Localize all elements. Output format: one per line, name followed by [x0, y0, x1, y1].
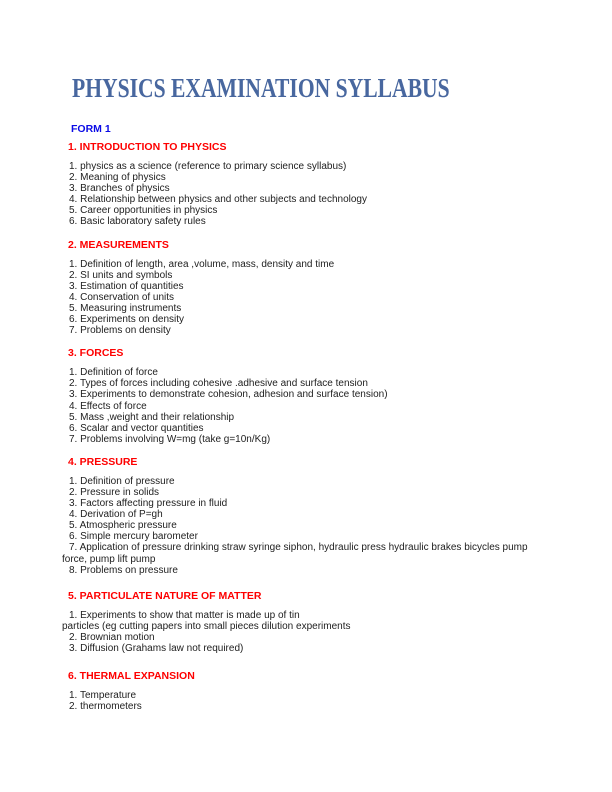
- syllabus-line: 7. Problems involving W=mg (take g=10n/Kg): [69, 433, 271, 445]
- syllabus-line: 5. Measuring instruments: [69, 302, 182, 314]
- syllabus-line: 6. Experiments on density: [69, 314, 185, 326]
- syllabus-section: [62, 348, 543, 445]
- syllabus-line: 6. Simple mercury barometer: [69, 531, 198, 543]
- syllabus-line: 1. Definition of pressure: [69, 475, 175, 487]
- syllabus-line: 1. Experiments to show that matter is made up of tin: [69, 609, 300, 621]
- section-list: [62, 610, 543, 654]
- syllabus-section: [62, 591, 543, 654]
- syllabus-section: [62, 671, 543, 712]
- syllabus-section: [62, 142, 543, 228]
- syllabus-line: 3. Diffusion (Grahams law not required): [69, 643, 244, 654]
- syllabus-line: 8. Problems on pressure: [69, 564, 178, 576]
- section-list: [62, 367, 543, 445]
- section-heading: 1. INTRODUCTION TO PHYSICS: [68, 141, 227, 153]
- syllabus-line: 4. Relationship between physics and other subjects and technology: [69, 194, 367, 206]
- syllabus-line: 2. Pressure in solids: [69, 486, 160, 498]
- section-heading: 6. THERMAL EXPANSION: [68, 670, 195, 683]
- section-heading: 3. FORCES: [68, 347, 124, 360]
- syllabus-line: 2. thermometers: [69, 701, 142, 713]
- syllabus-line: 4. Conservation of units: [69, 291, 175, 303]
- syllabus-line: 5. Career opportunities in physics: [69, 205, 218, 217]
- syllabus-line: 1. physics as a science (reference to primary science syllabus): [69, 161, 347, 172]
- section-heading: 5. PARTICULATE NATURE OF MATTER: [68, 589, 262, 602]
- syllabus-line: 4. Derivation of P=gh: [69, 509, 163, 521]
- syllabus-section: [62, 457, 543, 576]
- syllabus-line: particles (eg cutting papers into small pieces dilution experiments: [62, 620, 351, 632]
- section-list: [62, 259, 543, 337]
- syllabus-line: 6. Basic laboratory safety rules: [69, 216, 206, 228]
- syllabus-sections: [62, 142, 543, 712]
- syllabus-line: 1. Definition of force: [69, 367, 158, 379]
- syllabus-line: 6. Scalar and vector quantities: [69, 422, 204, 434]
- syllabus-line: 1. Definition of length, area ,volume, mass, density and time: [69, 258, 335, 270]
- syllabus-line: 2. SI units and symbols: [69, 269, 173, 281]
- syllabus-line: 3. Factors affecting pressure in fluid: [69, 498, 228, 510]
- syllabus-line: 1. Temperature: [69, 690, 137, 702]
- syllabus-line: 3. Branches of physics: [69, 183, 170, 195]
- syllabus-line: 2. Types of forces including cohesive .adhesive and surface tension: [69, 378, 368, 390]
- section-list: [62, 690, 543, 712]
- syllabus-line: 3. Experiments to demonstrate cohesion, adhesion and surface tension): [69, 389, 388, 401]
- section-heading: 2. MEASUREMENTS: [68, 238, 169, 251]
- syllabus-line: 2. Meaning of physics: [69, 172, 166, 184]
- syllabus-line: 5. Mass ,weight and their relationship: [69, 411, 235, 423]
- form-label: FORM 1: [71, 123, 111, 135]
- document-title: PHYSICS EXAMINATION SYLLABUS: [72, 73, 450, 103]
- syllabus-line: force, pump lift pump: [62, 553, 156, 565]
- section-list: [62, 161, 543, 228]
- syllabus-line: 2. Brownian motion: [69, 631, 155, 643]
- syllabus-line: 7. Application of pressure drinking straw syringe siphon, hydraulic press hydraulic brakes bicycles pump: [69, 542, 528, 554]
- syllabus-line: 4. Effects of force: [69, 400, 147, 412]
- syllabus-line: 3. Estimation of quantities: [69, 280, 184, 292]
- syllabus-line: 7. Problems on density: [69, 325, 171, 337]
- section-list: [62, 476, 543, 576]
- section-heading: 4. PRESSURE: [68, 455, 138, 468]
- syllabus-line: 5. Atmospheric pressure: [69, 520, 177, 532]
- syllabus-section: [62, 240, 543, 337]
